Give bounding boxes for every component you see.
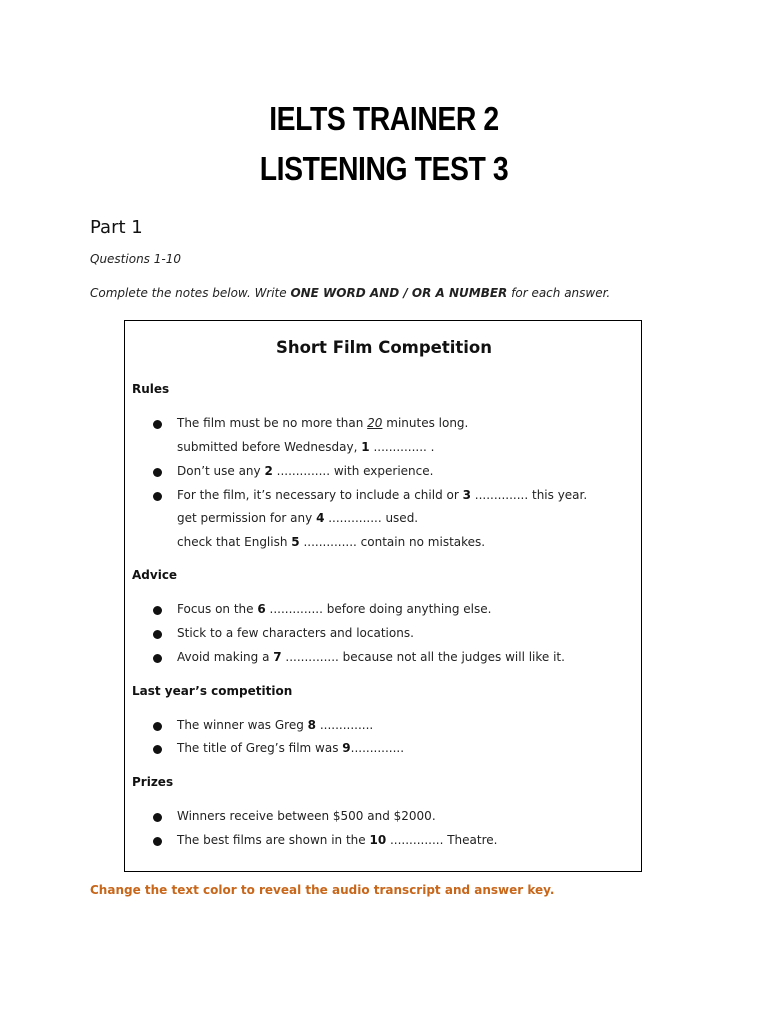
advice-line-1 xyxy=(177,602,491,616)
rules-line-6 xyxy=(177,535,485,549)
bullet-icon xyxy=(153,654,162,663)
text-fragment: For the film, it’s necessary to include a child or xyxy=(177,488,463,502)
answer-gap: .............. xyxy=(350,741,405,755)
page-title-line-1: IELTS TRAINER 2 xyxy=(269,100,499,137)
last-year-heading: Last year’s competition xyxy=(132,684,293,698)
question-number-9: 9 xyxy=(342,741,351,755)
bullet-icon xyxy=(153,606,162,615)
text-fragment: Focus on the xyxy=(177,602,258,616)
answer-gap: .............. Theatre. xyxy=(386,833,498,847)
answer-gap: .............. contain no mistakes. xyxy=(299,535,486,549)
text-fragment: check that English xyxy=(177,535,292,549)
bullet-icon xyxy=(153,630,162,639)
transcript-hint: Change the text color to reveal the audio transcript and answer key. xyxy=(90,883,555,897)
rules-line-5 xyxy=(177,511,418,525)
bullet-icon xyxy=(153,420,162,429)
question-number-5: 5 xyxy=(291,535,300,549)
question-number-4: 4 xyxy=(316,511,325,525)
instruction-bold: ONE WORD AND / OR A NUMBER xyxy=(290,286,508,300)
notes-title: Short Film Competition xyxy=(275,338,493,357)
instruction-post: for each answer. xyxy=(507,286,611,300)
notes-box xyxy=(124,320,642,872)
text-fragment: The title of Greg’s film was xyxy=(177,741,343,755)
bullet-icon xyxy=(153,468,162,477)
instruction-text xyxy=(90,286,610,300)
text-fragment: The winner was Greg xyxy=(177,718,308,732)
answer-gap: .............. before doing anything else. xyxy=(265,602,492,616)
prizes-line-2 xyxy=(177,833,497,847)
question-number-7: 7 xyxy=(273,650,282,664)
answer-gap: .............. this year. xyxy=(470,488,588,502)
bullet-icon xyxy=(153,813,162,822)
text-fragment: Don’t use any xyxy=(177,464,265,478)
bullet-icon xyxy=(153,492,162,501)
last-year-line-1 xyxy=(177,718,373,732)
prizes-line-1: Winners receive between $500 and $2000. xyxy=(177,809,436,823)
advice-heading: Advice xyxy=(132,568,178,582)
question-number-10: 10 xyxy=(369,833,387,847)
bullet-icon xyxy=(153,837,162,846)
bullet-icon xyxy=(153,722,162,731)
text-fragment: The film must be no more than xyxy=(177,416,368,430)
part-heading: Part 1 xyxy=(90,217,143,238)
answer-gap: .............. used. xyxy=(324,511,419,525)
text-fragment: The best films are shown in the xyxy=(177,833,370,847)
advice-line-2: Stick to a few characters and locations. xyxy=(177,626,414,640)
answer-gap: .............. because not all the judges will like it. xyxy=(281,650,565,664)
question-number-3: 3 xyxy=(462,488,471,502)
answer-gap: .............. xyxy=(316,718,374,732)
rules-line-1 xyxy=(177,416,468,430)
instruction-pre: Complete the notes below. Write xyxy=(90,286,291,300)
last-year-line-2 xyxy=(177,741,404,755)
answer-gap: .............. with experience. xyxy=(272,464,434,478)
example-answer: 20 xyxy=(367,416,383,430)
questions-range: Questions 1-10 xyxy=(90,252,181,266)
question-number-8: 8 xyxy=(307,718,316,732)
rules-line-4 xyxy=(177,488,587,502)
answer-gap: .............. . xyxy=(369,440,435,454)
rules-line-2 xyxy=(177,440,434,454)
question-number-1: 1 xyxy=(361,440,370,454)
rules-heading: Rules xyxy=(132,382,170,396)
page-title-line-2: LISTENING TEST 3 xyxy=(259,150,509,187)
text-fragment: get permission for any xyxy=(177,511,317,525)
rules-line-3 xyxy=(177,464,433,478)
prizes-heading: Prizes xyxy=(132,775,174,789)
question-number-6: 6 xyxy=(257,602,266,616)
advice-line-3 xyxy=(177,650,565,664)
question-number-2: 2 xyxy=(264,464,273,478)
text-fragment: minutes long. xyxy=(382,416,469,430)
bullet-icon xyxy=(153,745,162,754)
text-fragment: Avoid making a xyxy=(177,650,274,664)
text-fragment: submitted before Wednesday, xyxy=(177,440,362,454)
